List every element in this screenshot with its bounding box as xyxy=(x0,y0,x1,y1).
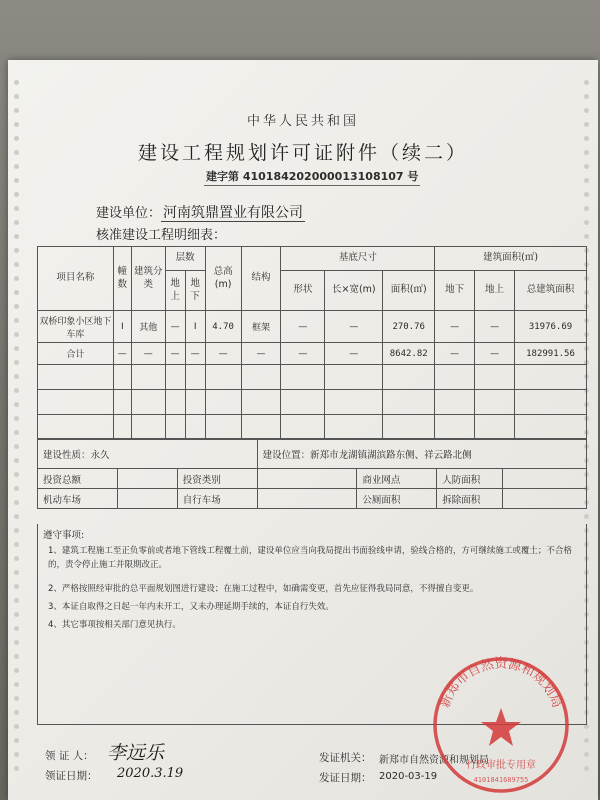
receiver-label: 领 证 人： xyxy=(45,750,94,762)
investment-total-label: 投资总额 xyxy=(38,469,118,489)
cell-floors-above: — xyxy=(165,343,185,365)
investment-category-label: 投资类别 xyxy=(177,469,257,489)
civil-defense-value xyxy=(503,469,587,489)
header-base-area: 面积(㎡) xyxy=(383,271,435,311)
header-total-area: 总建筑面积 xyxy=(515,271,587,311)
header-floors: 层数 xyxy=(165,247,205,271)
table-row-empty xyxy=(38,415,587,440)
header-base-size: 基底尺寸 xyxy=(281,247,435,271)
issuer-value: 新郑市自然资源和规划局 xyxy=(379,755,489,766)
permit-sheet xyxy=(8,60,598,800)
table-row-total xyxy=(38,343,587,365)
receiver-signature: 李远乐 xyxy=(107,742,165,764)
construction-info-table xyxy=(37,438,587,509)
header-floors-below: 地下 xyxy=(185,271,205,311)
construction-nature xyxy=(38,439,258,469)
header-area-below: 地下 xyxy=(435,271,475,311)
header-length-width: 长×宽(m) xyxy=(325,271,383,311)
construction-unit-label: 建设单位： xyxy=(96,206,162,221)
header-floors-above: 地上 xyxy=(165,271,185,311)
cell-area-above: — xyxy=(475,343,515,365)
construction-unit-row xyxy=(96,202,305,222)
demolition-label: 拆除面积 xyxy=(437,489,503,509)
cell-total-height: — xyxy=(205,343,241,365)
cell-base-area: 8642.82 xyxy=(383,343,435,365)
cell-area-below: — xyxy=(435,343,475,365)
perforation-left xyxy=(14,80,22,780)
cell-category: 其他 xyxy=(131,311,165,343)
nature-label: 建设性质： xyxy=(43,449,91,461)
construction-unit-value: 河南筑鼎置业有限公司 xyxy=(163,205,304,221)
official-seal xyxy=(426,650,576,800)
cell-structure: 框架 xyxy=(241,311,281,343)
cell-floors-above: — xyxy=(165,311,185,343)
cell-floors-below: — xyxy=(185,343,205,365)
header-project-name: 项目名称 xyxy=(38,247,114,311)
header-shape: 形状 xyxy=(281,271,325,311)
cell-buildings: Ⅰ xyxy=(113,311,131,343)
toilet-label: 公厕面积 xyxy=(357,489,437,509)
table-row-empty xyxy=(38,390,587,415)
investment-total-value xyxy=(117,469,177,489)
cell-area-above: — xyxy=(475,311,515,343)
seal-code: 4101841689755 xyxy=(473,776,529,784)
bike-label: 自行车场 xyxy=(177,489,257,509)
cell-length-width: — xyxy=(325,343,383,365)
note-item: 2、严格按照经审批的总平面规划图进行建设；在施工过程中，如确需变更，首先应征得我局同意，不得擅自变更。 xyxy=(48,584,479,594)
issue-date-label: 发证日期： xyxy=(319,772,372,784)
cell-area-below: — xyxy=(435,311,475,343)
commercial-label: 商业网点 xyxy=(357,469,437,489)
cell-project-name: 双桥印象小区地下车库 xyxy=(38,311,114,343)
cell-category: — xyxy=(131,343,165,365)
issue-date: 2020-03-19 xyxy=(379,771,438,782)
demolition-value xyxy=(503,489,587,509)
country-header: 中华人民共和国 xyxy=(246,114,359,129)
parking-value xyxy=(117,489,177,509)
header-category: 建筑分类 xyxy=(131,247,165,311)
investment-category-value xyxy=(257,469,357,489)
parking-label: 机动车场 xyxy=(38,489,118,509)
note-item: 3、本证自取得之日起一年内未开工，又未办理延期手续的，本证自行失效。 xyxy=(48,602,334,612)
seal-text: 新郑市自然资源和规划局 xyxy=(437,656,565,711)
construction-location xyxy=(257,439,586,469)
issuer-label: 发证机关： xyxy=(319,752,372,764)
cell-buildings: — xyxy=(113,343,131,365)
notes-title: 遵守事项: xyxy=(43,530,85,541)
nature-value: 永久 xyxy=(90,449,110,461)
document-title: 建设工程规划许可证附件（续二） xyxy=(137,142,468,164)
note-item: 4、其它事项按相关部门意见执行。 xyxy=(48,620,181,630)
seal-subtext: 行政审批专用章 xyxy=(466,760,536,771)
cell-project-name: 合计 xyxy=(38,343,114,365)
location-label: 建设位置： xyxy=(262,449,311,461)
receive-date: 2020.3.19 xyxy=(117,766,184,781)
bike-value xyxy=(257,489,357,509)
header-structure: 结构 xyxy=(241,247,281,311)
cell-structure: — xyxy=(241,343,281,365)
cell-total-area: 31976.69 xyxy=(515,311,587,343)
receive-date-label: 领证日期： xyxy=(45,770,98,782)
header-total-height: 总高(m) xyxy=(205,247,241,311)
seal-star-icon xyxy=(481,708,521,746)
header-building-area: 建筑面积(㎡) xyxy=(435,247,587,271)
location-value: 新郑市龙湖镇湖滨路东侧、祥云路北侧 xyxy=(310,449,472,461)
civil-defense-label: 人防面积 xyxy=(437,469,503,489)
cell-shape: — xyxy=(281,311,325,343)
header-area-above: 地上 xyxy=(475,271,515,311)
cell-shape: — xyxy=(281,343,325,365)
header-buildings: 幢数 xyxy=(113,247,131,311)
note-item: 1、建筑工程施工至正负零前或者地下管线工程覆土前，建设单位应当向我局提出书面验线申请，验线合格的，方可继续施工或覆土；不合格的，责令停止施工并限期改正。 xyxy=(48,546,572,570)
cell-total-area: 182991.56 xyxy=(515,343,587,365)
cell-floors-below: Ⅰ xyxy=(185,311,205,343)
project-detail-table xyxy=(37,246,587,440)
detail-table-title: 核准建设工程明细表： xyxy=(96,228,227,243)
cell-base-area: 270.76 xyxy=(383,311,435,343)
table-row-empty xyxy=(38,365,587,390)
table-row xyxy=(38,311,587,343)
permit-number: 建字第 410184202000013108107 号 xyxy=(204,168,420,186)
cell-total-height: 4.70 xyxy=(205,311,241,343)
cell-length-width: — xyxy=(325,311,383,343)
